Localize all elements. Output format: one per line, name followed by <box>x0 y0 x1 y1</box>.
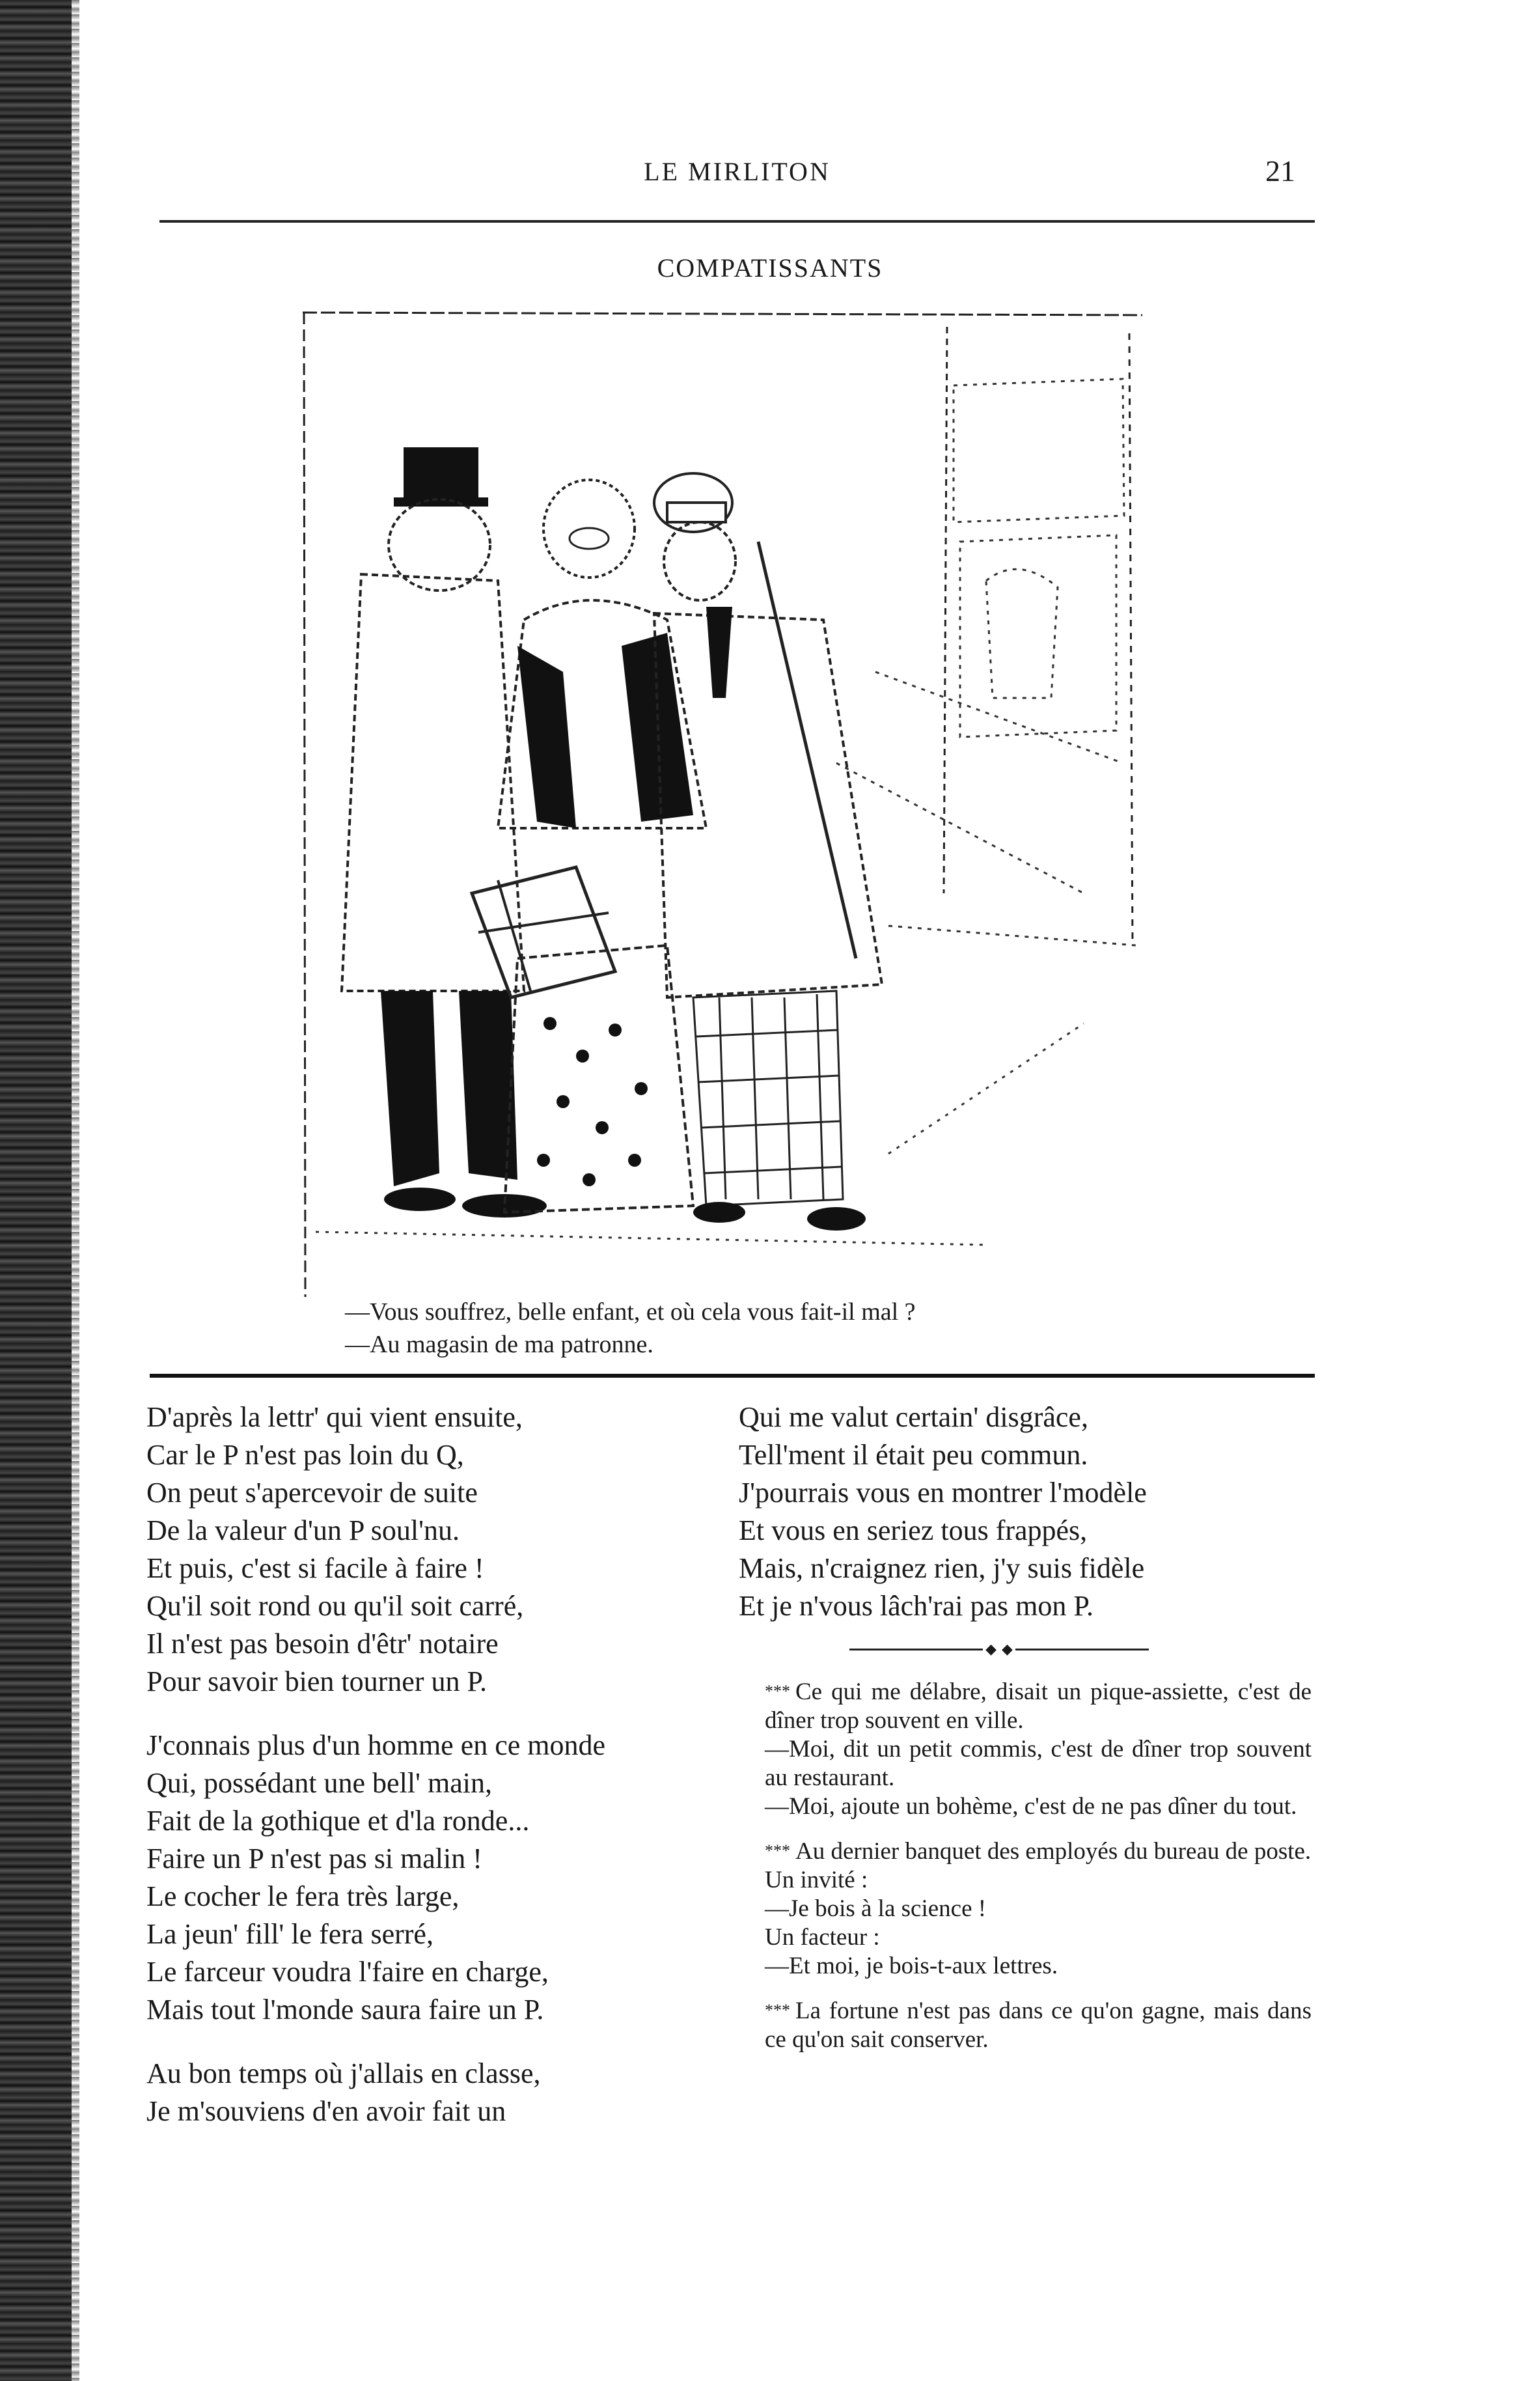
stanza <box>146 1399 732 1701</box>
verse-line: Au bon temps où j'allais en classe, <box>146 2057 541 2089</box>
anecdote-line: Ce qui me délabre, disait un pique-assiette, c'est de dîner trop souvent en ville. <box>765 1678 1312 1734</box>
verse-line: Faire un P n'est pas si malin ! <box>146 1843 482 1874</box>
verse-line: Tell'ment il était peu commun. <box>739 1439 1088 1471</box>
right-man-figure <box>654 473 882 1231</box>
verse-line: Et vous en seriez tous frappés, <box>739 1514 1088 1546</box>
asterism-icon: *** <box>765 1682 790 1701</box>
page-number: 21 <box>1265 154 1295 188</box>
verse-line: Car le P n'est pas loin du Q, <box>146 1439 464 1471</box>
caption-line: —Au magasin de ma patronne. <box>345 1331 653 1358</box>
caption-line: —Vous souffrez, belle enfant, et où cela vous fait-il mal ? <box>345 1298 916 1326</box>
stanza <box>146 1727 732 2029</box>
verse-line: Le farceur voudra l'faire en charge, <box>146 1956 549 1988</box>
verse-line: Qui, possédant une bell' main, <box>146 1767 492 1799</box>
anecdote-line: —Je bois à la science ! <box>765 1895 987 1922</box>
verse-line: Fait de la gothique et d'la ronde... <box>146 1805 530 1837</box>
verse-line: Et puis, c'est si facile à faire ! <box>146 1552 484 1584</box>
asterism-icon: *** <box>765 1841 790 1860</box>
anecdote <box>739 1996 1312 2054</box>
anecdote-line: Un facteur : <box>765 1924 880 1951</box>
verse-line: Qu'il soit rond ou qu'il soit carré, <box>146 1590 524 1622</box>
verse-line: La jeun' fill' le fera serré, <box>146 1918 433 1950</box>
binding-edge <box>0 0 72 2381</box>
poem-left-column <box>146 1399 732 2156</box>
verse-line: On peut s'apercevoir de suite <box>146 1477 478 1509</box>
verse-line: Mais, n'craignez rien, j'y suis fidèle <box>739 1552 1145 1584</box>
anecdote-line: —Moi, dit un petit commis, c'est de dîner trop souvent au restaurant. <box>765 1736 1312 1791</box>
verse-line: D'après la lettr' qui vient ensuite, <box>146 1401 523 1433</box>
stanza <box>146 2055 732 2130</box>
verse-line: Il n'est pas besoin d'êtr' notaire <box>146 1628 499 1660</box>
ornament-divider <box>849 1641 1149 1658</box>
background-sketch <box>836 379 1136 945</box>
anecdote-line: Un invité : <box>765 1867 868 1893</box>
diamond-ornament-icon: ◆ <box>985 1641 997 1657</box>
header-rule <box>159 220 1315 223</box>
ornament-line <box>849 1649 983 1650</box>
cartoon-illustration <box>303 307 1142 1297</box>
section-title: COMPATISSANTS <box>657 253 883 283</box>
right-column <box>739 1399 1312 2070</box>
journal-title: LE MIRLITON <box>644 157 831 186</box>
verse-line: De la valeur d'un P soul'nu. <box>146 1514 460 1546</box>
anecdote-line: Au dernier banquet des employés du bureau de poste. <box>795 1838 1312 1865</box>
asterism-icon: *** <box>765 2001 790 2020</box>
anecdote-line: —Moi, ajoute un bohème, c'est de ne pas dîner du tout. <box>765 1793 1297 1820</box>
verse-line: Mais tout l'monde saura faire un P. <box>146 1994 544 2026</box>
diamond-ornament-icon: ◆ <box>1002 1641 1013 1657</box>
section-rule <box>150 1374 1315 1378</box>
verse-line: J'pourrais vous en montrer l'modèle <box>739 1477 1147 1509</box>
illustration-caption <box>345 1296 916 1361</box>
anecdote-line: La fortune n'est pas dans ce qu'on gagne, mais dans ce qu'on sait conserver. <box>765 1998 1312 2053</box>
page-header <box>159 156 1315 202</box>
verse-line: J'connais plus d'un homme en ce monde <box>146 1729 606 1761</box>
ornament-line <box>1015 1649 1149 1650</box>
anecdote-line: —Et moi, je bois-t-aux lettres. <box>765 1953 1058 1979</box>
stanza <box>739 1399 1312 1625</box>
verse-line: Je m'souviens d'en avoir fait un <box>146 2095 506 2127</box>
anecdote <box>739 1677 1312 1821</box>
verse-line: Le cocher le fera très large, <box>146 1880 460 1912</box>
anecdote <box>739 1837 1312 1981</box>
verse-line: Qui me valut certain' disgrâce, <box>739 1401 1088 1433</box>
verse-line: Et je n'vous lâch'rai pas mon P. <box>739 1590 1093 1622</box>
left-man-figure <box>342 447 547 1218</box>
verse-line: Pour savoir bien tourner un P. <box>146 1665 488 1697</box>
